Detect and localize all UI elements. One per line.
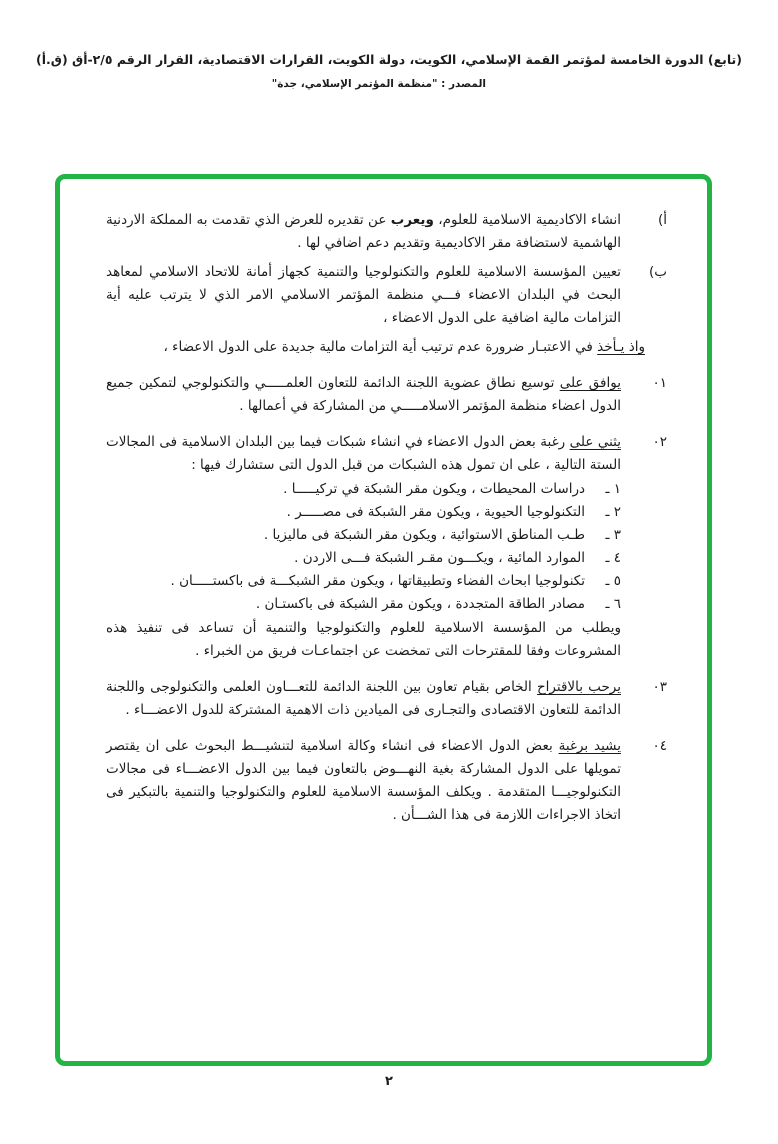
network-item-6 [106, 593, 621, 616]
item-3-number: ٠٣ [652, 679, 667, 695]
item-2-intro [106, 431, 621, 477]
source-value: "منظمة المؤتمر الإسلامي، جدة" [271, 78, 438, 90]
item-2-text [106, 431, 621, 663]
resolution-item-1 [106, 372, 667, 418]
item-3-body: الخاص بقيام تعاون بين اللجنة الدائمة للتعـــاون العلمى والتكنولوجى واللجنة الدائمة للتعاون الاقتصادى والتجـارى فى الميادين ذات الاهمية المشتركة للدول الاعضـــاء . [106, 679, 621, 718]
source-label: المصدر : [441, 78, 486, 90]
item-4-body: بعض الدول الاعضاء فى انشاء وكالة اسلامية لتنشيـــط البحوث على ان يقتصر تمويلها على الدول المشاركة بغية النهـــوض بالتعاون فيما بين الدول الاعضـــاء فى مجالات التكنولوجيـــا المتقدمة . ويكلف المؤسسة الاسلامية للعلوم والتكنولوجيا والتنمية بالتبكير فى اتخاذ الاجراءات اللازمة فى هذا الشـــأن . [106, 738, 621, 823]
item-2-underlined: يثني على [569, 434, 621, 450]
paragraph-b-marker: ب) [649, 264, 667, 280]
item-2-number: ٠٢ [652, 434, 667, 450]
network-5-text: تكنولوجيا ابحاث الفضاء وتطبيقاتها ، ويكون مقر الشبكـــة فى باكستـــــان . [170, 573, 585, 589]
document-content [60, 179, 707, 827]
item-3-text [106, 676, 621, 722]
paragraph-b-text [106, 261, 621, 330]
network-2-number: ٢ ـ [605, 504, 621, 520]
item-1-text [106, 372, 621, 418]
network-item-3 [106, 524, 621, 547]
network-1-number: ١ ـ [605, 481, 621, 497]
lettered-paragraph-b [106, 261, 667, 330]
network-6-text: مصادر الطاقة المتجددة ، ويكون مقر الشبكة فى باكستـان . [255, 596, 585, 612]
item-2-body: رغبة بعض الدول الاعضاء في انشاء شبكات فيما بين البلدان الاسلامية فى المجالات الستة التالية ، على ان تمول هذه الشبكات من قبل الدول التى ستشارك فيها : [106, 434, 621, 473]
document-frame [55, 174, 712, 1066]
paragraph-b-pre: تعيين المؤسسة الاسلامية للعلوم والتكنولوجيا والتنمية كجهاز أمانة للاتحاد الاسلامي لمعاهد البحث في البلدان الاعضاء فـــي منظمة المؤتمر الاسلامي الامر الذي لا يترتب عليه أية التزامات مالية اضافية على الدول الاعضاء ، [106, 264, 621, 326]
paragraph-a-pre: انشاء الاكاديمية الاسلامية للعلوم، [438, 212, 621, 228]
resolution-item-3 [106, 676, 667, 722]
document-source-line [0, 78, 778, 90]
network-4-number: ٤ ـ [605, 550, 621, 566]
network-3-number: ٣ ـ [605, 527, 621, 543]
network-item-2 [106, 501, 621, 524]
paragraph-a-marker: أ) [657, 212, 667, 228]
network-5-number: ٥ ـ [605, 573, 621, 589]
preamble-paragraph [106, 336, 667, 359]
network-1-text: دراسات المحيطات ، ويكون مقر الشبكة في تركيـــــا . [283, 481, 585, 497]
item-4-text [106, 735, 621, 827]
preamble-underlined: واذ يـأخذ [597, 339, 645, 355]
resolution-item-2 [106, 431, 667, 663]
preamble-text: في الاعتبـار ضرورة عدم ترتيب أية التزامات مالية جديدة على الدول الاعضاء ، [163, 339, 598, 355]
paragraph-a-post: عن تقديره للعرض الذي تقدمت به المملكة الاردنية الهاشمية لاستضافة مقر الاكاديمية وتقديم دعم اضافي لها . [106, 212, 621, 251]
network-4-text: الموارد المائية ، ويكـــون مقـر الشبكة فـــى الاردن . [294, 550, 585, 566]
lettered-paragraph-a [106, 209, 667, 255]
network-item-5 [106, 570, 621, 593]
item-4-number: ٠٤ [652, 738, 667, 754]
item-4-underlined: يشيد برغبة [558, 738, 621, 754]
network-item-1 [106, 478, 621, 501]
item-3-underlined: يرحب بالاقتراح [536, 679, 621, 695]
networks-list [106, 478, 621, 616]
item-1-body: توسيع نطاق عضوية اللجنة الدائمة للتعاون العلمـــــي والتكنولوجي لتمكين جميع الدول اعضاء منظمة المؤتمر الاسلامـــــي من المشاركة في أعمالها . [106, 375, 621, 414]
network-2-text: التكنولوجيا الحيوية ، ويكون مقر الشبكة فى مصـــــر . [286, 504, 585, 520]
page-number: ٢ [385, 1074, 393, 1089]
paragraph-a-bold-word: ويعرب [390, 212, 434, 228]
item-1-number: ٠١ [652, 375, 667, 391]
resolution-item-4 [106, 735, 667, 827]
network-3-text: طـب المناطق الاستوائية ، ويكون مقر الشبكة فى ماليزيا . [263, 527, 585, 543]
network-6-number: ٦ ـ [605, 596, 621, 612]
document-header-title: (تابع) الدورة الخامسة لمؤتمر القمة الإسلامي، الكويت، دولة الكويت، القرارات الاقتصادية، القرار الرقم ٢/٥-أق (ق.أ) [36, 52, 742, 67]
request-paragraph: ويطلب من المؤسسة الاسلامية للعلوم والتكنولوجيا والتنمية أن تساعد فى تنفيذ هذه المشروعات وفقا للمقترحات التى تمخضت عن اجتماعـات فريق من الخبراء . [106, 620, 621, 659]
network-item-4 [106, 547, 621, 570]
item-1-underlined: يوافق على [559, 375, 621, 391]
paragraph-a-text [106, 209, 621, 255]
